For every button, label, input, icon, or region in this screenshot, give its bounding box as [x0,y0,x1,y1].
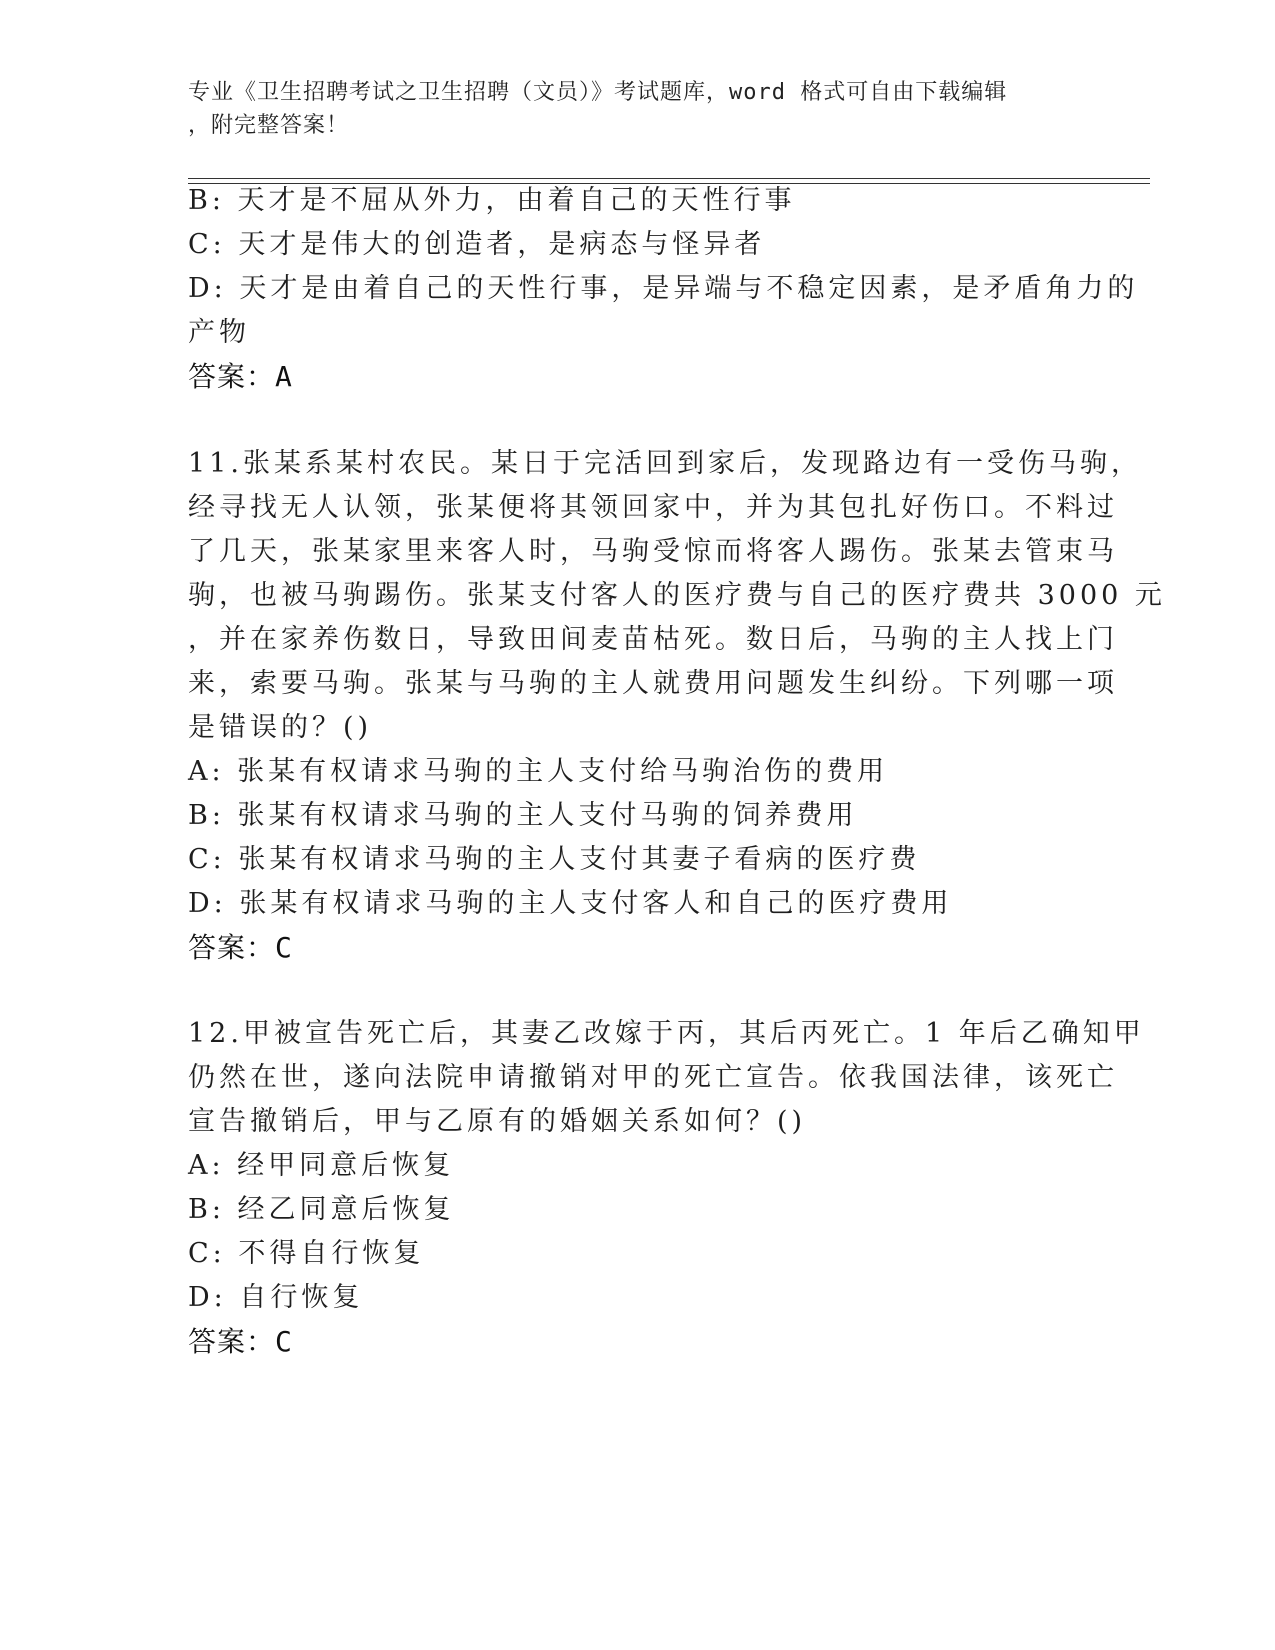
q12-answer [188,1320,293,1364]
q11-stem-line-7: 是错误的？() [188,712,373,743]
answer-value: C [275,931,293,964]
q11-option-a: A: 张某有权请求马驹的主人支付给马驹治伤的费用 [188,756,889,787]
q11-stem-line-4: 驹，也被马驹踢伤。张某支付客人的医疗费与自己的医疗费共 3000 元 [188,580,1166,611]
answer-label: 答案： [188,931,276,964]
q11-option-c: C: 张某有权请求马驹的主人支付其妻子看病的医疗费 [188,844,921,875]
answer-label: 答案： [188,1325,276,1358]
q12-stem-line-2: 仍然在世，遂向法院申请撤销对甲的死亡宣告。依我国法律，该死亡 [188,1062,1118,1093]
q12-stem-line-3: 宣告撤销后，甲与乙原有的婚姻关系如何？() [188,1106,807,1137]
q12-option-c: C: 不得自行恢复 [188,1238,425,1269]
q12-option-a: A: 经甲同意后恢复 [188,1150,455,1181]
answer-value: C [275,1325,293,1358]
q10-option-d-line-1: D: 天才是由着自己的天性行事，是异端与不稳定因素，是矛盾角力的 [188,273,1139,304]
q11-option-b: B: 张某有权请求马驹的主人支付马驹的饲养费用 [188,800,858,831]
q10-answer [188,355,293,399]
q11-stem-line-5: ，并在家养伤数日，导致田间麦苗枯死。数日后，马驹的主人找上门 [188,624,1118,655]
q12-option-b: B: 经乙同意后恢复 [188,1194,455,1225]
answer-value: A [275,360,293,393]
q11-stem-line-1: 11.张某系某村农民。某日于完活回到家后，发现路边有一受伤马驹， [188,448,1142,479]
header-line-1: 专业《卫生招聘考试之卫生招聘（文员）》考试题库，word 格式可自由下载编辑 [188,80,1008,105]
q11-option-d: D: 张某有权请求马驹的主人支付客人和自己的医疗费用 [188,888,953,919]
q11-stem-line-2: 经寻找无人认领，张某便将其领回家中，并为其包扎好伤口。不料过 [188,492,1118,523]
q10-option-d-line-2: 产物 [188,317,250,348]
q12-option-d: D: 自行恢复 [188,1282,364,1313]
header-line-2: ，附完整答案！ [188,113,350,138]
q11-stem-line-6: 来，索要马驹。张某与马驹的主人就费用问题发生纠纷。下列哪一项 [188,668,1118,699]
q11-stem-line-3: 了几天，张某家里来客人时，马驹受惊而将客人踢伤。张某去管束马 [188,536,1118,567]
q10-option-b: B: 天才是不屈从外力，由着自己的天性行事 [188,185,796,216]
q10-option-c: C: 天才是伟大的创造者，是病态与怪异者 [188,229,766,260]
answer-label: 答案： [188,360,276,393]
q11-answer [188,926,293,970]
q12-stem-line-1: 12.甲被宣告死亡后，其妻乙改嫁于丙，其后丙死亡。1 年后乙确知甲 [188,1018,1145,1049]
document-header [188,76,1078,142]
